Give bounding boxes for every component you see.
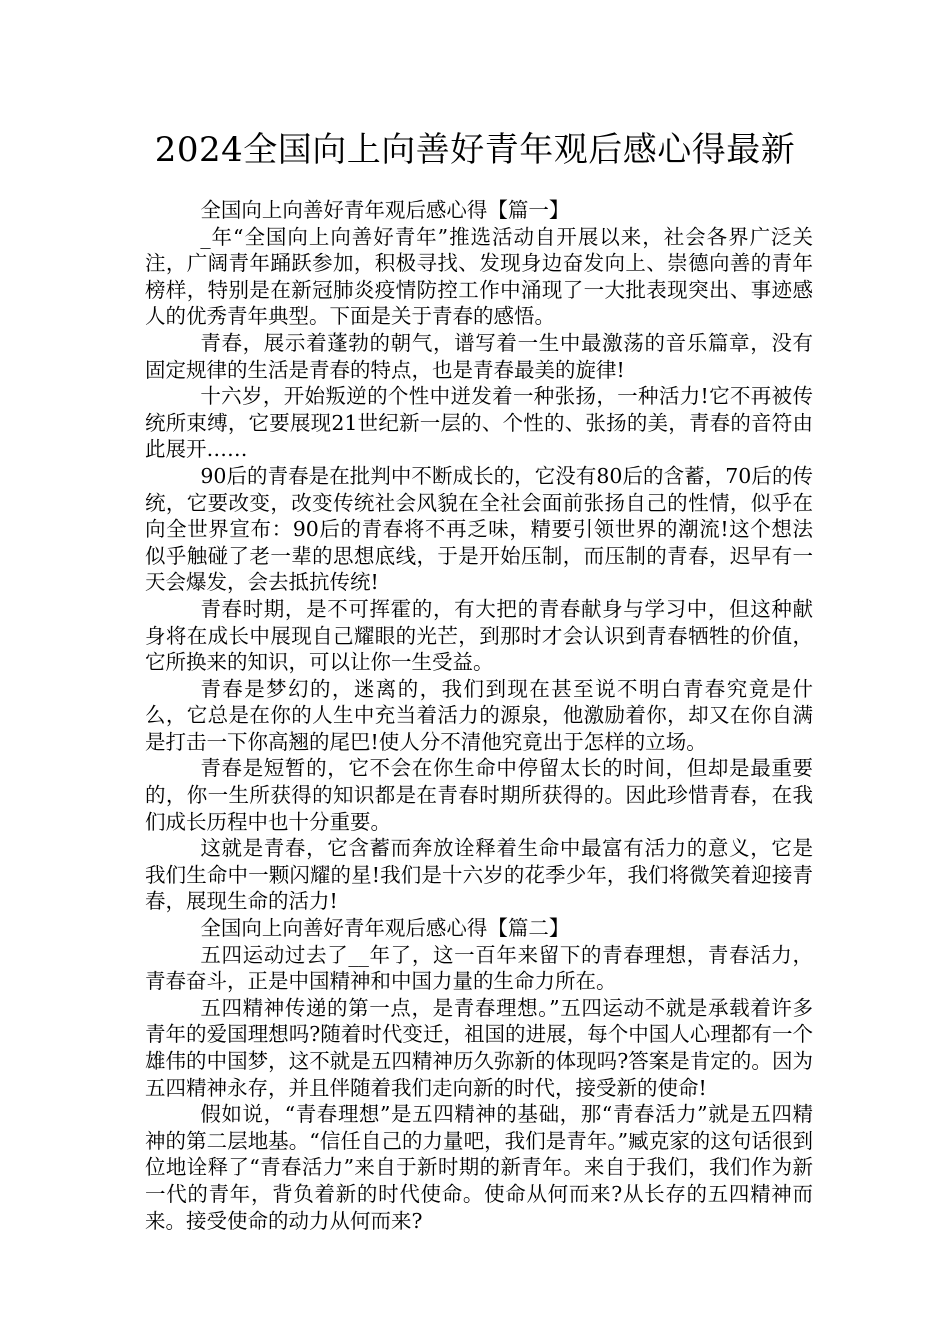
paragraph: 五四精神传递的第一点，是青春理想。”五四运动不就是承载着许多青年的爱国理想吗?随着时代变迁，祖国的进展，每个中国人心理都有一个雄伟的中国梦，这不就是五四精神历久弥新的体现吗?答案是肯定的。因为五四精神永存，并且伴随着我们走向新的时代，接受新的使命!	[145, 995, 813, 1100]
paragraph: 假如说，“青春理想”是五四精神的基础，那“青春活力”就是五四精神的第二层地基。“信任自己的力量吧，我们是青年。”臧克家的这句话很到位地诠释了“青春活力”来自于新时期的新青年。来自于我们，我们作为新一代的青年，背负着新的时代使命。使命从何而来?从长存的五四精神而来。接受使命的动力从何而来?	[145, 1102, 813, 1233]
section-heading-1: 全国向上向善好青年观后感心得【篇一】	[200, 198, 570, 222]
paragraph: 青春是梦幻的，迷离的，我们到现在甚至说不明白青春究竟是什么，它总是在你的人生中充当着活力的源泉，他激励着你，却又在你自满是打击一下你高翘的尾巴!使人分不清他究竟出于怎样的立场。	[145, 676, 813, 754]
section-heading-2: 全国向上向善好青年观后感心得【篇二】	[200, 916, 570, 941]
document-body	[145, 197, 813, 1234]
paragraph: 青春时期，是不可挥霍的，有大把的青春献身与学习中，但这种献身将在成长中展现自己耀眼的光芒，到那时才会认识到青春牺牲的价值，它所换来的知识，可以让你一生受益。	[145, 596, 813, 675]
paragraph: 90后的青春是在批判中不断成长的，它没有80后的含蓄，70后的传统，它要改变，改变传统社会风貌在全社会面前张扬自己的性情，似乎在向全世界宣布：90后的青春将不再乏味，精要引领世界的潮流!这个想法似乎触碰了老一辈的思想底线，于是开始压制，而压制的青春，迟早有一天会爆发，会去抵抗传统!	[145, 463, 813, 595]
paragraph: 这就是青春，它含蓄而奔放诠释着生命中最富有活力的意义，它是我们生命中一颗闪耀的星!我们是十六岁的花季少年，我们将微笑着迎接青春，展现生命的活力!	[145, 836, 813, 914]
paragraph: _年“全国向上向善好青年”推选活动自开展以来，社会各界广泛关注，广阔青年踊跃参加，积极寻找、发现身边奋发向上、崇德向善的青年榜样，特别是在新冠肺炎疫情防控工作中涌现了一大批表现突出、事迹感人的优秀青年典型。下面是关于青春的感悟。	[145, 224, 813, 329]
paragraph: 十六岁，开始叛逆的个性中迸发着一种张扬，一种活力!它不再被传统所束缚，它要展现21世纪新一层的、个性的、张扬的美，青春的音符由此展开……	[145, 384, 813, 462]
paragraph: 青春是短暂的，它不会在你生命中停留太长的时间，但却是最重要的，你一生所获得的知识都是在青春时期所获得的。因此珍惜青春，在我们成长历程中也十分重要。	[145, 756, 813, 834]
document-title: 2024全国向上向善好青年观后感心得最新	[154, 130, 796, 170]
paragraph: 五四运动过去了__年了，这一百年来留下的青春理想，青春活力，青春奋斗，正是中国精神和中国力量的生命力所在。	[145, 942, 813, 994]
paragraph: 青春，展示着蓬勃的朝气，谱写着一生中最激荡的音乐篇章，没有固定规律的生活是青春的特点，也是青春最美的旋律!	[145, 330, 813, 382]
